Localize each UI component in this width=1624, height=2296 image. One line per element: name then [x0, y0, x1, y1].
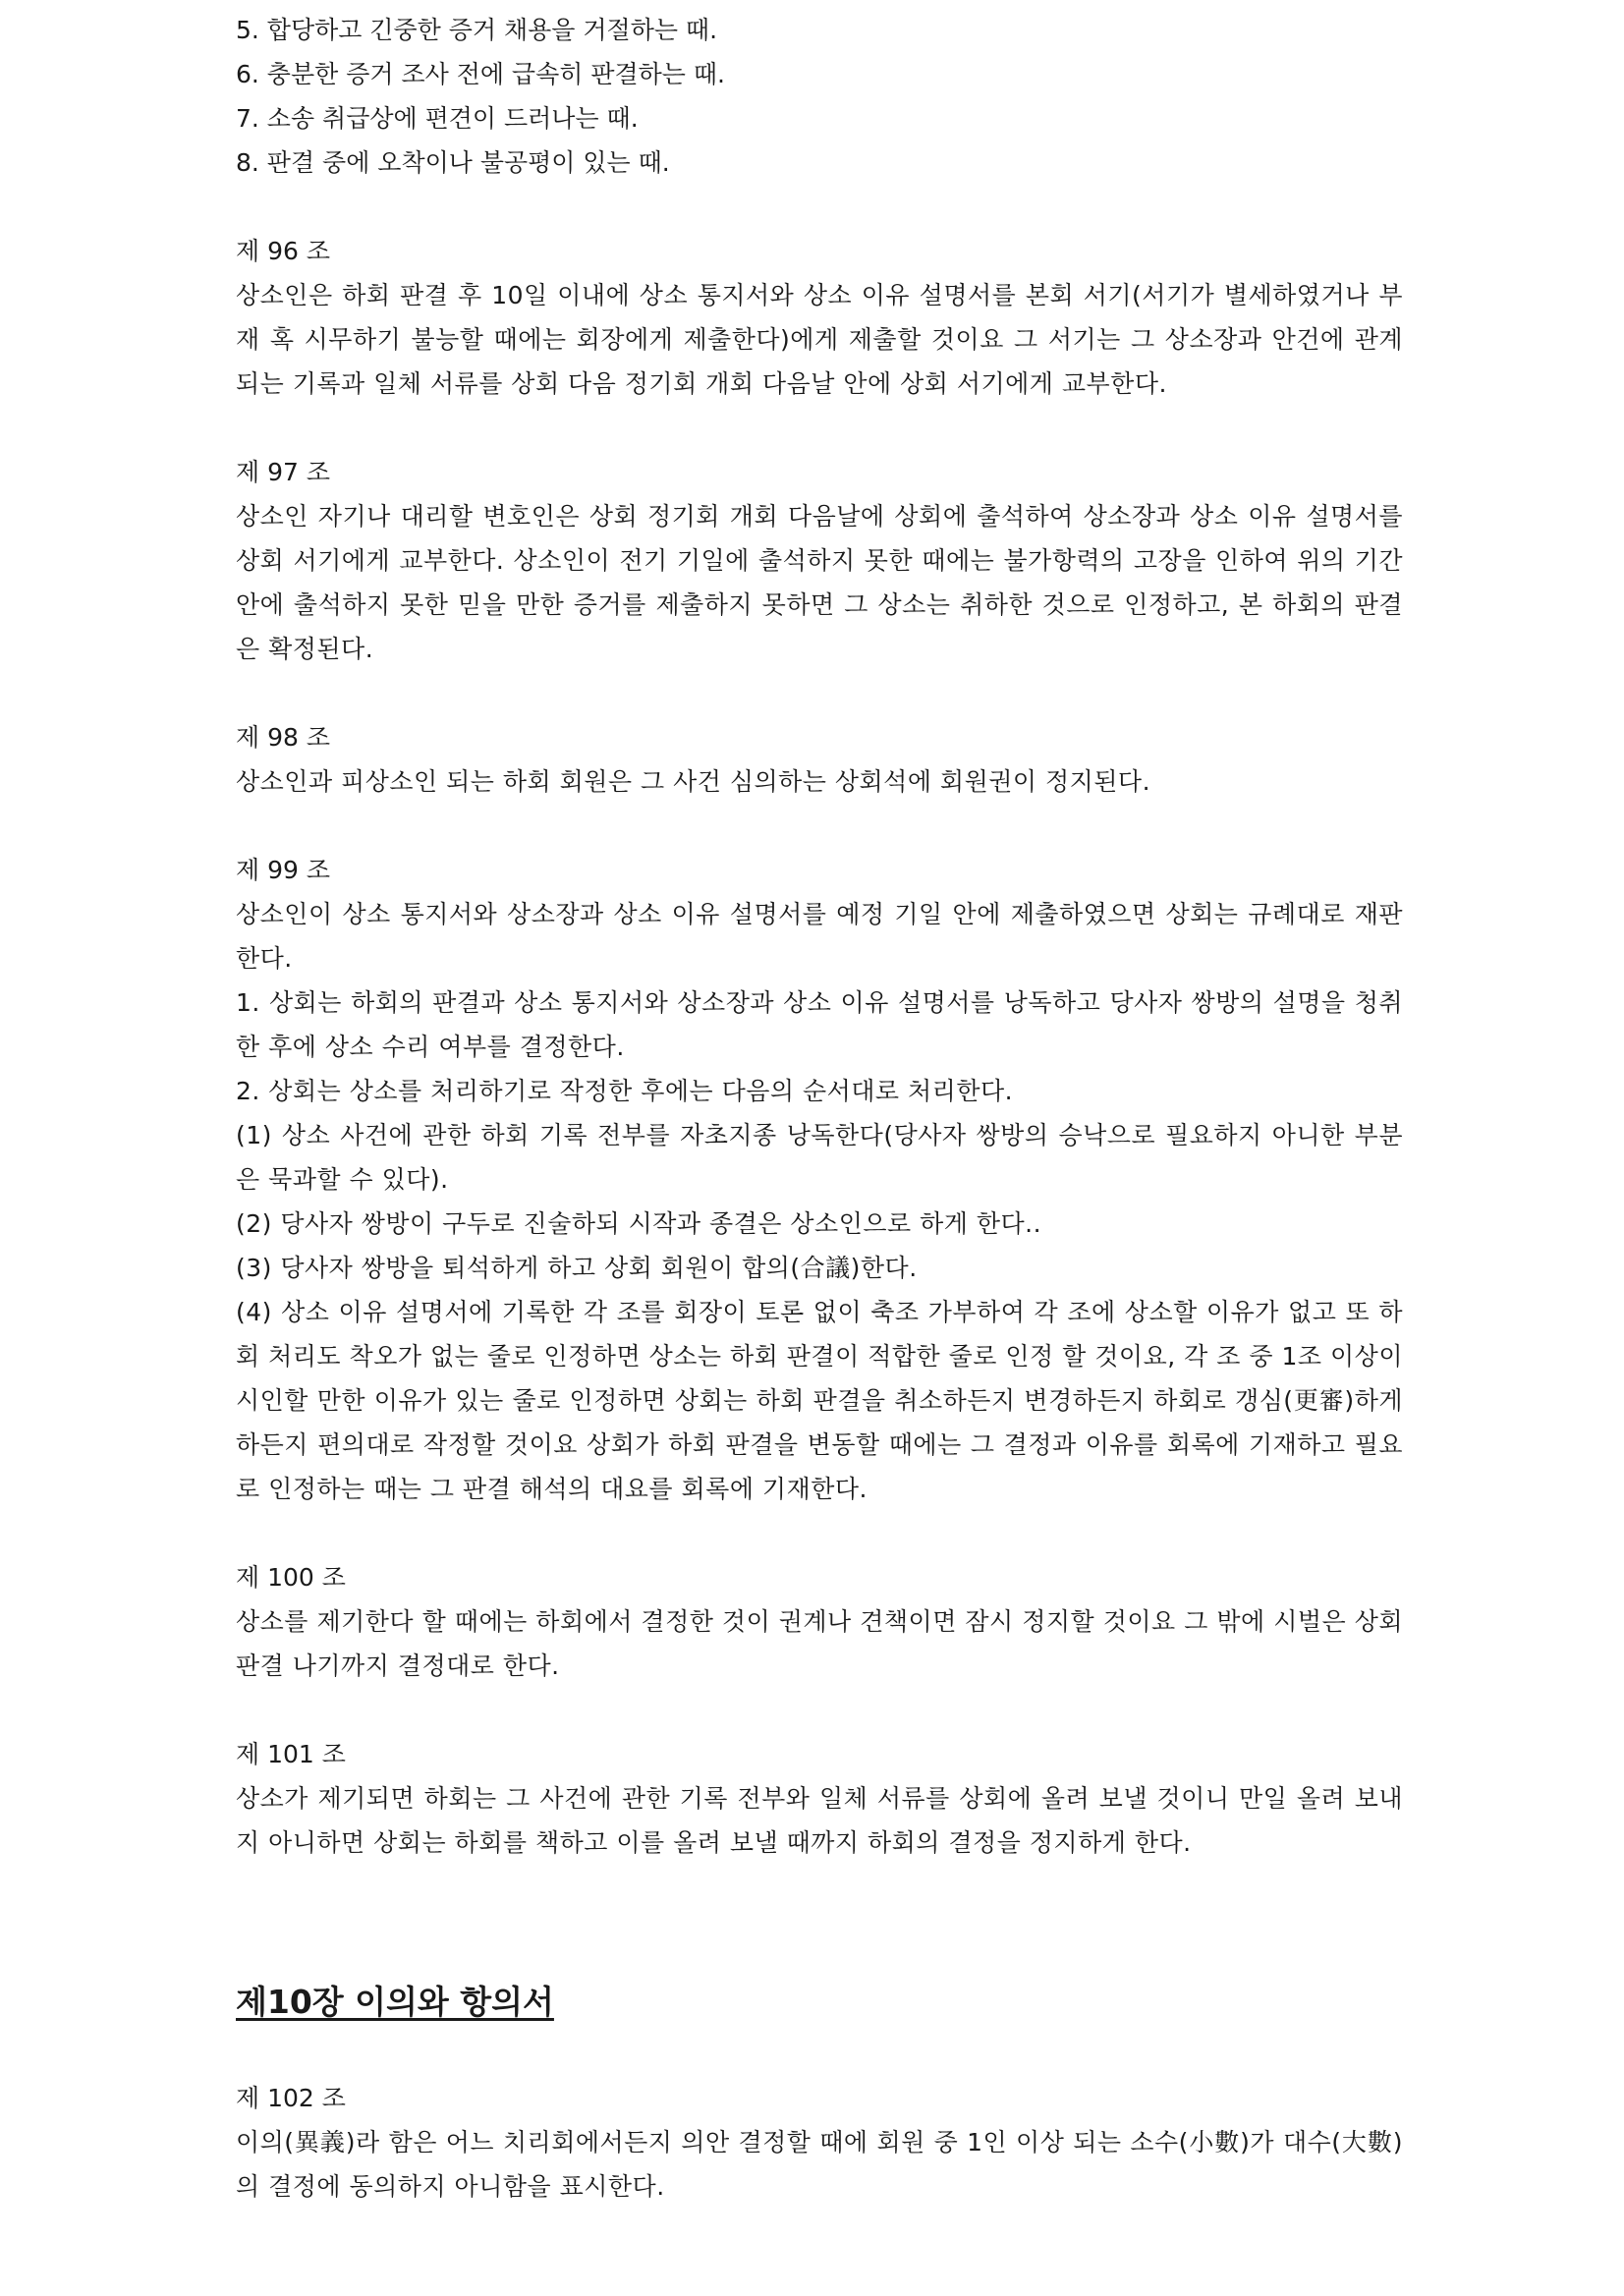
article-title: 제 96 조: [236, 237, 331, 265]
chapter-heading: 제10장 이의와 항의서: [236, 1983, 554, 2021]
list-item: 7. 소송 취급상에 편견이 드러나는 때.: [236, 104, 639, 133]
article-body: 상소인은 하회 판결 후 10일 이내에 상소 통지서와 상소 이유 설명서를 본회 서기(서기가 별세하였거나 부재 혹 시무하기 불능할 때에는 회장에게 제출한다)에게 제출할 것이요 그 서기는 그 상소장과 안건에 관계되는 기록과 일체 서류를 상회 다음 정기회 개회 다음날 안에 상회 서기에게 교부한다.: [236, 281, 1403, 398]
article-102: [236, 2076, 1403, 2209]
article-body: 상소가 제기되면 하회는 그 사건에 관한 기록 전부와 일체 서류를 상회에 올려 보낼 것이니 만일 올려 보내지 아니하면 상회는 하회를 책하고 이를 올려 보낼 때까지 하회의 결정을 정지하게 한다.: [236, 1784, 1403, 1857]
document-page: [236, 8, 1403, 2209]
article-title: 제 101 조: [236, 1740, 346, 1768]
article-body: 상소인과 피상소인 되는 하회 회원은 그 사건 심의하는 상회석에 회원권이 정지된다.: [236, 767, 1151, 796]
article-title: 제 98 조: [236, 723, 331, 752]
article-subitem: (2) 당사자 쌍방이 구두로 진술하되 시작과 종결은 상소인으로 하게 한다..: [236, 1209, 1042, 1238]
article-97: [236, 450, 1403, 671]
article-intro: 상소인이 상소 통지서와 상소장과 상소 이유 설명서를 예정 기일 안에 제출하였으면 상회는 규례대로 재판한다.: [236, 900, 1403, 973]
article-body: 상소인 자기나 대리할 변호인은 상회 정기회 개회 다음날에 상회에 출석하여 상소장과 상소 이유 설명서를 상회 서기에게 교부한다. 상소인이 전기 기일에 출석하지 못한 때에는 불가항력의 고장을 인하여 위의 기간 안에 출석하지 못한 믿을 만한 증거를 제출하지 못하면 그 상소는 취하한 것으로 인정하고, 본 하회의 판결은 확정된다.: [236, 502, 1403, 663]
article-title: 제 97 조: [236, 458, 331, 486]
article-96: [236, 229, 1403, 406]
article-101: [236, 1732, 1403, 1865]
list-previous-items: [236, 8, 1403, 185]
list-item: 5. 합당하고 긴중한 증거 채용을 거절하는 때.: [236, 16, 718, 44]
list-item: 8. 판결 중에 오착이나 불공평이 있는 때.: [236, 148, 670, 177]
article-title: 제 102 조: [236, 2084, 346, 2112]
article-title: 제 99 조: [236, 856, 331, 884]
article-99: [236, 848, 1403, 1511]
article-item: 1. 상회는 하회의 판결과 상소 통지서와 상소장과 상소 이유 설명서를 낭독하고 당사자 쌍방의 설명을 청취한 후에 상소 수리 여부를 결정한다.: [236, 988, 1403, 1061]
article-title: 제 100 조: [236, 1563, 346, 1592]
article-98: [236, 715, 1403, 804]
list-item: 6. 충분한 증거 조사 전에 급속히 판결하는 때.: [236, 60, 725, 88]
article-100: [236, 1555, 1403, 1688]
article-subitem: (1) 상소 사건에 관한 하회 기록 전부를 자초지종 낭독한다(당사자 쌍방의 승낙으로 필요하지 아니한 부분은 묵과할 수 있다).: [236, 1121, 1403, 1194]
article-item: 2. 상회는 상소를 처리하기로 작정한 후에는 다음의 순서대로 처리한다.: [236, 1077, 1014, 1105]
article-subitem: (3) 당사자 쌍방을 퇴석하게 하고 상회 회원이 합의(合議)한다.: [236, 1254, 918, 1282]
article-subitem: (4) 상소 이유 설명서에 기록한 각 조를 회장이 토론 없이 축조 가부하여 각 조에 상소할 이유가 없고 또 하회 처리도 착오가 없는 줄로 인정하면 상소는 하회 판결이 적합한 줄로 인정 할 것이요, 각 조 중 1조 이상이 시인할 만한 이유가 있는 줄로 인정하면 상회는 하회 판결을 취소하든지 변경하든지 하회로 갱심(更審)하게 하든지 편의대로 작정할 것이요 상회가 하회 판결을 변동할 때에는 그 결정과 이유를 회록에 기재하고 필요로 인정하는 때는 그 판결 해석의 대요를 회록에 기재한다.: [236, 1298, 1403, 1503]
article-body: 이의(異義)라 함은 어느 치리회에서든지 의안 결정할 때에 회원 중 1인 이상 되는 소수(小數)가 대수(大數)의 결정에 동의하지 아니함을 표시한다.: [236, 2128, 1403, 2201]
article-body: 상소를 제기한다 할 때에는 하회에서 결정한 것이 권계나 견책이면 잠시 정지할 것이요 그 밖에 시벌은 상회 판결 나기까지 결정대로 한다.: [236, 1607, 1403, 1680]
